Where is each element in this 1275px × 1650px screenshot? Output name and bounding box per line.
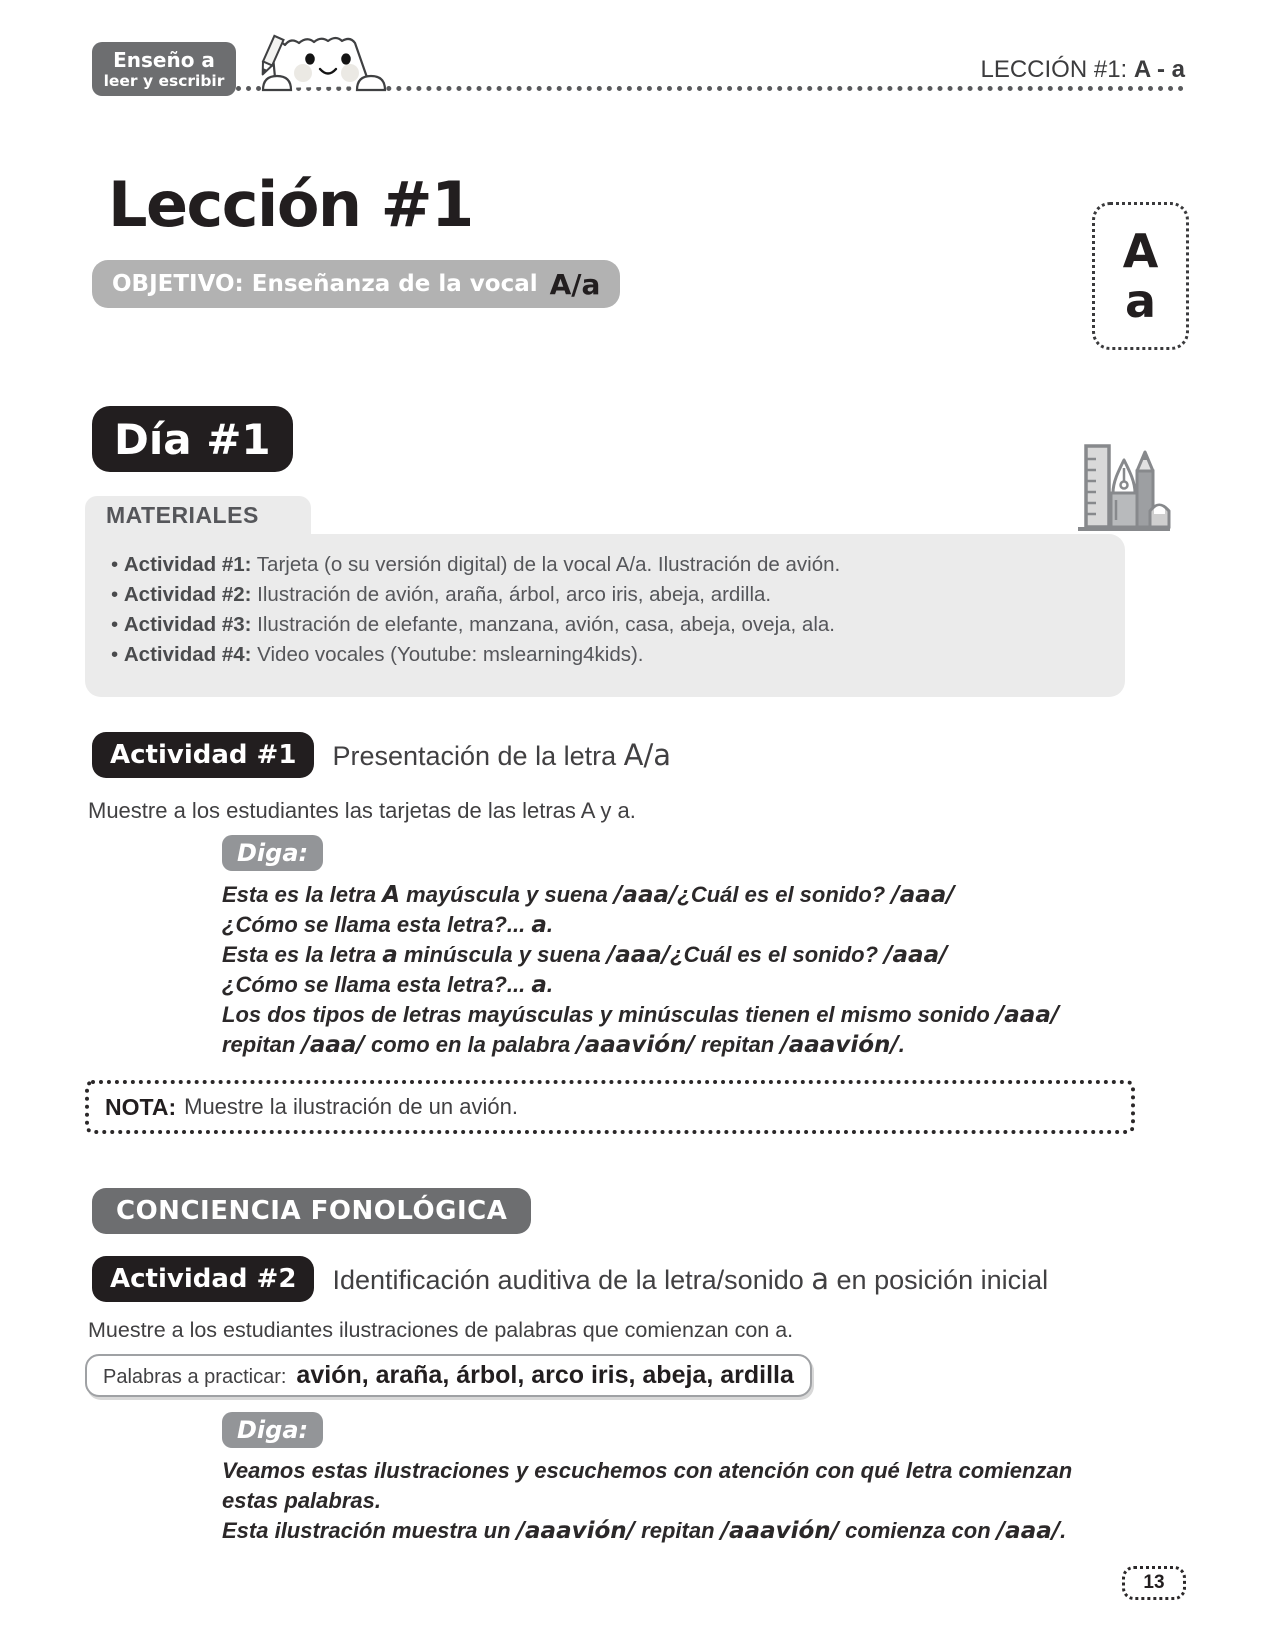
materials-item-label: Actividad #1: — [123, 553, 252, 576]
letter-card-uppercase: A — [1122, 224, 1159, 278]
lesson-reference-letters: A - a — [1133, 56, 1185, 83]
page-number-box — [1122, 1566, 1186, 1600]
letter-card-lowercase: a — [1124, 274, 1157, 328]
ruler-pen-pencil-icon — [1076, 438, 1172, 532]
materials-item — [111, 584, 1099, 606]
page-number: 13 — [1143, 1572, 1165, 1593]
activity-2-header — [92, 1256, 1048, 1302]
materials-item-text: Ilustración de avión, araña, árbol, arco iris, abeja, ardilla. — [251, 583, 772, 606]
materials-item-text: Tarjeta (o su versión digital) de la vocal A/a. Ilustración de avión. — [251, 553, 841, 576]
materials-item-label: Actividad #4: — [123, 643, 252, 666]
section-badge-conciencia-fonologica: CONCIENCIA FONOLÓGICA — [92, 1188, 531, 1234]
teacher-script: Veamos estas ilustraciones y escuchemos con atención con qué letra comienzan estas palabras. Esta ilustración muestra un /aaavión/ repitan /aaavión/ comienza con /aaa/. — [222, 1458, 1073, 1544]
lesson-reference — [980, 56, 1185, 84]
activity-1-intro: Muestre a los estudiantes las tarjetas de las letras A y a. — [88, 798, 636, 823]
activity-2-title-letter: a — [811, 1262, 830, 1296]
materials-panel — [85, 534, 1125, 697]
activity-2-title — [332, 1262, 1048, 1296]
paper-character-with-pencil-icon — [246, 30, 400, 94]
materials-heading: MATERIALES — [106, 502, 259, 528]
practice-words-list: avión, araña, árbol, arco iris, abeja, ardilla — [296, 1361, 794, 1389]
practice-words-label: Palabras a practicar: — [103, 1366, 287, 1388]
materials-item — [111, 644, 1099, 666]
materials-item-label: Actividad #3: — [123, 613, 252, 636]
note-text: Muestre la ilustración de un avión. — [184, 1094, 518, 1119]
materials-list — [111, 554, 1099, 666]
activity-2-title-text: Identificación auditiva de la letra/sonido — [332, 1265, 812, 1295]
activity-2-badge: Actividad #2 — [92, 1256, 314, 1302]
activity-2-intro: Muestre a los estudiantes ilustraciones de palabras que comienzan con a. — [88, 1318, 794, 1342]
activity-1-title — [332, 738, 671, 772]
objective-label: OBJETIVO: Enseñanza de la vocal — [112, 271, 538, 297]
note-box — [85, 1080, 1135, 1134]
page-title: Lección #1 — [108, 168, 473, 241]
activity-2-title-suffix: en posición inicial — [829, 1265, 1049, 1295]
materials-item-label: Actividad #2: — [123, 583, 252, 606]
letter-card — [1092, 202, 1189, 350]
diga-badge: Diga: — [222, 835, 323, 871]
activity-1-title-letters: A/a — [623, 738, 672, 772]
brand-badge — [92, 42, 236, 96]
practice-words-box — [85, 1354, 812, 1397]
objective-badge — [92, 260, 620, 308]
lesson-reference-prefix: LECCIÓN #1: — [980, 56, 1134, 83]
materials-item-text: Ilustración de elefante, manzana, avión, casa, abeja, oveja, ala. — [251, 613, 835, 636]
diga-badge: Diga: — [222, 1412, 323, 1448]
materials-item — [111, 554, 1099, 576]
objective-letters: A/a — [549, 267, 601, 301]
day-badge: Día #1 — [92, 406, 293, 472]
activity-1-header — [92, 732, 671, 778]
brand-line-2: leer y escribir — [103, 71, 225, 90]
brand-line-1: Enseño a — [113, 47, 215, 72]
note-label: NOTA: — [105, 1093, 177, 1120]
teacher-script: Esta es la letra A mayúscula y suena /aaa/¿Cuál es el sonido? /aaa/ ¿Cómo se llama esta letra?... a. Esta es la letra a minúscula y suena /aaa/¿Cuál es el sonido? /aaa/ ¿Cómo se llama esta letra?... a. Los dos tipos de letras mayúsculas y minúsculas tienen el mismo sonido /aaa/ repitan /aaa/ como en la palabra /aaavión/ repitan /aaavión/. — [222, 882, 1060, 1058]
activity-1-badge: Actividad #1 — [92, 732, 314, 778]
materials-item — [111, 614, 1099, 636]
activity-1-title-text: Presentación de la letra — [332, 741, 624, 771]
materials-item-text: Video vocales (Youtube: mslearning4kids). — [251, 643, 644, 666]
